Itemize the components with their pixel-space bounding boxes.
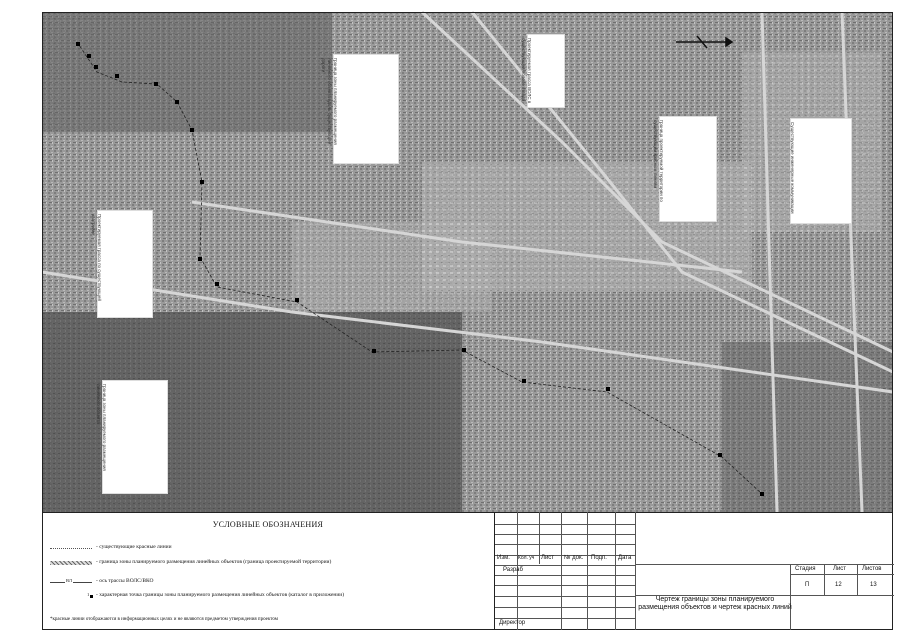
title-block <box>494 512 894 630</box>
axis-line-icon: ВЛ <box>50 578 92 586</box>
legend-item: 1 - характерная точка границы зоны планируемого размещения линейных объектов (каталог в приложении) <box>50 592 426 600</box>
sheet-header: Лист <box>833 566 847 572</box>
sheet-value: 12 <box>835 582 842 588</box>
map-note: Граница зоны планируемого размещения линейного объекта вдоль существующей дороги <box>333 54 399 164</box>
role-developer: Разраб <box>503 567 523 573</box>
drawing-title: Чертеж границы зоны планируемого размещения объектов и чертеж красных линий <box>638 596 792 611</box>
legend-footnote: *красные линии отображаются в информационных целях и не являются предметом утверждения проектом <box>50 617 278 622</box>
role-director: Директор <box>499 620 526 626</box>
hatched-band-icon <box>50 559 92 567</box>
col-header-izm: Изм. <box>497 555 510 561</box>
map-note: Граница проектируемой территории по существующим красным линиям <box>659 116 717 222</box>
legend-item: - граница зоны планируемого размещения линейных объектов (граница проектируемой территории) <box>50 559 426 567</box>
map-note: Проектируемая трасса ВОЛС в существующей полосе отвода <box>527 34 565 108</box>
col-header-list: Лист <box>541 555 555 561</box>
map-note: Граница зоны планируемого размещения линейного объекта <box>102 380 168 494</box>
legend <box>42 512 494 630</box>
stage-value: П <box>805 582 810 588</box>
legend-title: УСЛОВНЫЕ ОБОЗНАЧЕНИЯ <box>212 520 324 529</box>
col-header-sign: Подп. <box>591 555 607 561</box>
col-header-date: Дата <box>618 555 632 561</box>
map-note: Проектируемая трасса по существующей застройке <box>97 210 153 318</box>
point-marker-icon: 1 <box>50 592 92 600</box>
dotted-line-icon <box>50 544 92 552</box>
sheets-header: Листов <box>862 566 882 572</box>
col-header-kol-uch: Кол. уч <box>518 555 535 561</box>
map-note: Существующие инженерные коммуникации <box>790 118 852 224</box>
col-header-doc: № док. <box>564 555 584 561</box>
legend-item: ВЛ - ось трассы ВОЛС/ВКО <box>50 578 426 586</box>
stage-header: Стадия <box>795 566 816 572</box>
legend-item: - существующие красные линии <box>50 544 426 552</box>
sheets-value: 13 <box>870 582 877 588</box>
